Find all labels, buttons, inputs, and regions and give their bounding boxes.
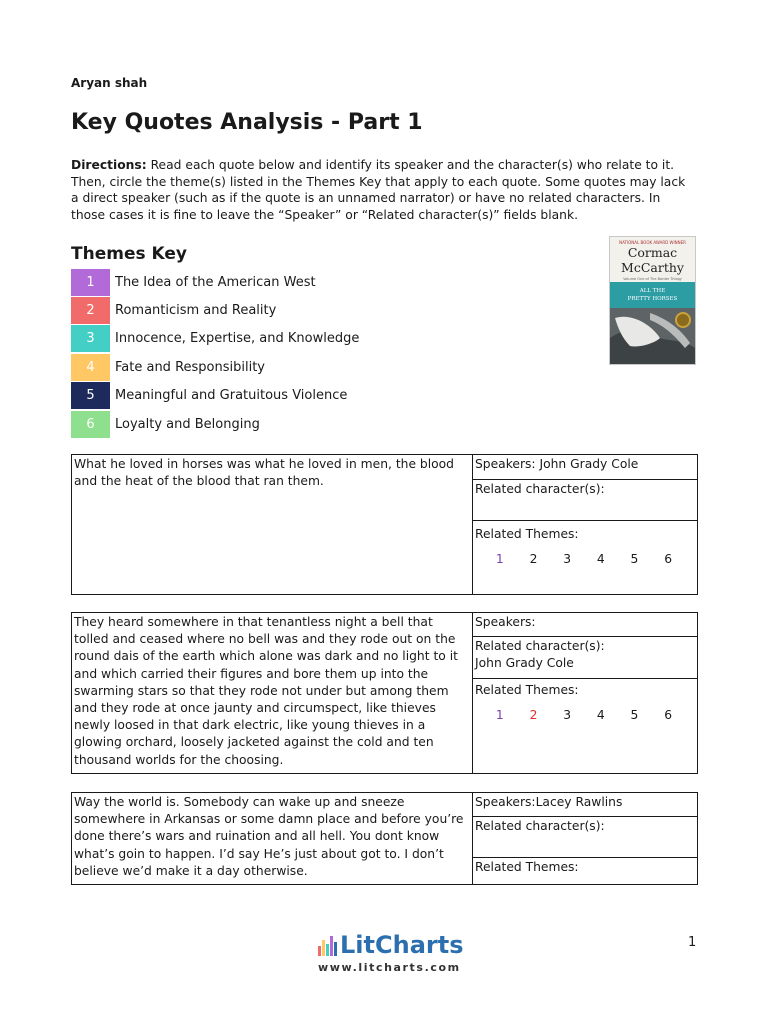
related-themes-label: Related Themes:	[475, 527, 579, 541]
theme-option-1[interactable]: 1	[495, 708, 504, 723]
theme-option-1[interactable]: 1	[495, 552, 504, 567]
themes-key-list	[71, 268, 359, 438]
theme-number-badge: 6	[71, 411, 110, 438]
theme-option-6[interactable]: 6	[664, 708, 673, 723]
theme-row	[71, 382, 359, 410]
related-themes-label: Related Themes:	[475, 860, 579, 874]
theme-option-3[interactable]: 3	[563, 552, 572, 567]
related-characters-field[interactable]	[473, 817, 698, 858]
book-cover-horse-photo	[610, 308, 695, 364]
quote-text: Way the world is. Somebody can wake up and sneeze somewhere in Arkansas or some damn place and before you’re done there’s wars and ruination and all hell. You dont know what’s goin to happen. I’d say He’s just about got to. I don’t believe we’d make it a day otherwise.	[72, 793, 473, 885]
related-characters-label: Related character(s):	[475, 639, 605, 653]
directions-paragraph	[71, 157, 691, 223]
theme-number-badge: 3	[71, 325, 110, 352]
speakers-field[interactable]: Speakers:Lacey Rawlins	[473, 793, 698, 817]
theme-row	[71, 410, 359, 438]
speakers-field[interactable]: Speakers:	[473, 613, 698, 637]
book-cover-author-last: McCarthy	[621, 260, 684, 275]
related-themes-field	[473, 521, 698, 595]
theme-option-3[interactable]: 3	[563, 708, 572, 723]
theme-label: Loyalty and Belonging	[115, 416, 260, 432]
theme-option-4[interactable]: 4	[596, 708, 605, 723]
author-name: Aryan shah	[71, 76, 148, 90]
book-cover-subtitle: Volume One of The Border Trilogy	[623, 277, 682, 281]
page-number: 1	[688, 935, 697, 950]
theme-number-badge: 5	[71, 382, 110, 409]
page-title: Key Quotes Analysis - Part 1	[71, 110, 423, 135]
directions-label: Directions:	[71, 158, 147, 172]
theme-option-2[interactable]: 2	[529, 708, 538, 723]
related-characters-field[interactable]	[473, 637, 698, 679]
speakers-field[interactable]: Speakers: John Grady Cole	[473, 455, 698, 480]
theme-label: Fate and Responsibility	[115, 359, 265, 375]
theme-number-badge: 2	[71, 297, 110, 324]
quote-text: What he loved in horses was what he loved in men, the blood and the heat of the blood that ran them.	[72, 455, 473, 595]
related-themes-field	[473, 858, 698, 885]
themes-key-heading: Themes Key	[71, 244, 187, 264]
quote-text: They heard somewhere in that tenantless night a bell that tolled and ceased where no bell was and they rode out on the round dais of the earth which alone was dark and no light to it and which carried their figures and bore them up into the swarming stars so that they rode not under but among them and they rode at once jaunty and circumspect, like thieves newly loosed in that dark electric, like young thieves in a glowing orchard, loosely jacketed against the cold and ten thousand worlds for the choosing.	[72, 613, 473, 774]
quote-table	[71, 454, 698, 595]
related-themes-label: Related Themes:	[475, 683, 579, 697]
theme-number-options	[475, 699, 695, 724]
book-cover-title-line1: ALL THE	[639, 288, 666, 294]
book-cover-title-line2: PRETTY HORSES	[627, 296, 678, 302]
quote-table	[71, 612, 698, 774]
theme-option-5[interactable]: 5	[630, 708, 639, 723]
book-cover-title-band	[610, 282, 695, 308]
directions-text: Read each quote below and identify its speaker and the character(s) who relate to it. Then, circle the theme(s) listed in the Themes Key that apply to each quote. Some quotes may lack a direct speaker (such as if the quote is an unnamed narrator) or have no related characters. In those cases it is fine to leave the “Speaker” or “Related character(s)” fields blank.	[71, 158, 686, 222]
theme-label: Romanticism and Reality	[115, 303, 277, 319]
theme-label: Innocence, Expertise, and Knowledge	[115, 331, 360, 347]
logo-wordmark: LitCharts	[340, 931, 464, 959]
book-cover-tagline: NATIONAL BOOK AWARD WINNER	[619, 240, 686, 245]
quote-table	[71, 792, 698, 885]
theme-number-options	[475, 543, 695, 568]
book-cover-author-first: Cormac	[627, 245, 678, 260]
theme-label: The Idea of the American West	[115, 274, 316, 290]
theme-number-badge: 1	[71, 269, 110, 296]
related-themes-field	[473, 679, 698, 774]
theme-option-6[interactable]: 6	[664, 552, 673, 567]
theme-option-5[interactable]: 5	[630, 552, 639, 567]
theme-row	[71, 353, 359, 381]
litcharts-logo[interactable]	[318, 931, 463, 959]
related-characters-value: John Grady Cole	[475, 656, 574, 671]
theme-label: Meaningful and Gratuitous Violence	[115, 388, 348, 404]
related-characters-label: Related character(s):	[475, 819, 605, 833]
related-characters-field[interactable]	[473, 480, 698, 521]
theme-option-2[interactable]: 2	[529, 552, 538, 567]
theme-row	[71, 268, 359, 296]
bar-chart-icon	[318, 934, 337, 956]
footer-url[interactable]: www.litcharts.com	[318, 961, 461, 974]
theme-number-badge: 4	[71, 354, 110, 381]
book-cover-image	[609, 236, 696, 365]
theme-row	[71, 296, 359, 324]
theme-option-4[interactable]: 4	[596, 552, 605, 567]
theme-row	[71, 325, 359, 353]
related-characters-label: Related character(s):	[475, 482, 605, 496]
